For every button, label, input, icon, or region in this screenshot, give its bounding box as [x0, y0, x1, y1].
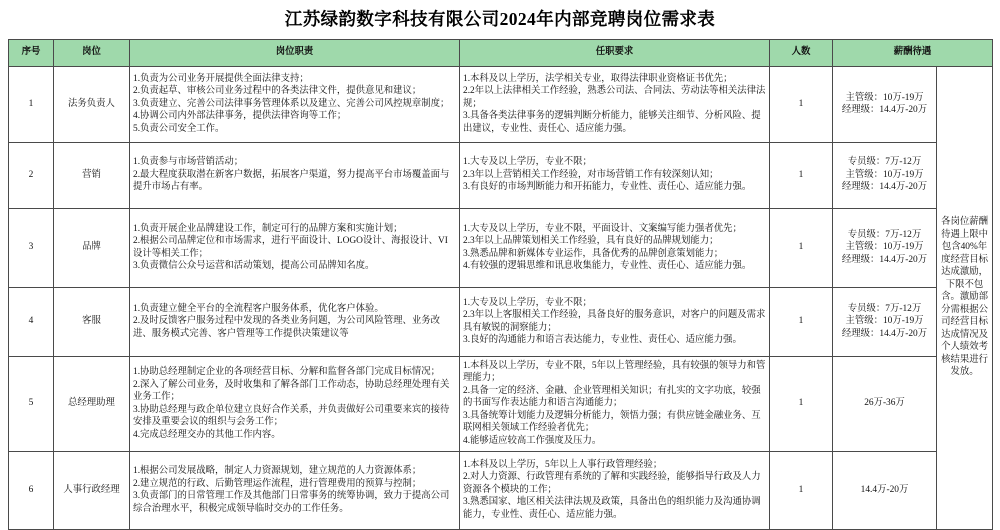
column-header-requirements: 任职要求 — [460, 39, 770, 66]
duty-line: 2.最大程度获取潜在新客户数据，拓展客户渠道，努力提高平台市场覆盖面与提升市场占有率。 — [133, 169, 450, 193]
duty-line: 2.建立规范的行政、后勤管理运作流程，进行管理费用的预算与控制； — [133, 478, 422, 489]
table-row — [9, 356, 993, 451]
requirement-line: 4.有较强的逻辑思维和讯息收集能力，专业性、责任心、适应能力强。 — [463, 261, 752, 271]
salary-line: 主管级：10万-19万 — [845, 242, 924, 253]
cell-duties — [130, 451, 460, 529]
duty-line: 2.深入了解公司业务，及时收集和了解各部门工作动态，协助总经理处理有关业务工作； — [133, 379, 450, 402]
duty-line: 3.负责微信公众号运营和活动策划，提高公司品牌知名度。 — [133, 261, 375, 271]
cell-index: 2 — [9, 142, 54, 208]
column-header-index: 序号 — [9, 39, 54, 66]
duty-line: 3.协助总经理与政企单位建立良好合作关系，并负责做好公司重要来宾的接待安排及重要会议的组织与会务工作； — [133, 404, 450, 427]
column-header-duties: 岗位职责 — [130, 39, 460, 66]
cell-salary — [833, 142, 937, 208]
requirement-line: 2.3年以上品牌策划相关工作经验，具有良好的品牌规划能力； — [463, 236, 719, 246]
duty-line: 3.负责建立、完善公司法律事务管理体系以及建立、完善公司风控规章制度； — [133, 98, 450, 109]
cell-index: 1 — [9, 66, 54, 142]
table-row — [9, 66, 993, 142]
requirement-line: 1.本科及以上学历，专业不限，5年以上管理经验，具有较强的领导力和管理能力； — [463, 360, 766, 384]
cell-salary — [833, 66, 937, 142]
duty-line: 2.根据公司品牌定位和市场需求，进行平面设计、LOGO设计、海报设计、VI设计等相关工作； — [133, 236, 448, 259]
duty-line: 1.负责为公司业务开展提供全面法律支持； — [133, 73, 309, 84]
cell-duties — [130, 287, 460, 356]
duty-line: 5.负责公司安全工作。 — [133, 123, 225, 134]
cell-position: 法务负责人 — [54, 66, 130, 142]
cell-requirements — [460, 356, 770, 451]
duty-line: 4.完成总经理交办的其他工作内容。 — [133, 429, 281, 440]
table-row — [9, 142, 993, 208]
duty-line: 1.协助总经理制定企业的各项经营目标、分解和监督各部门完成目标情况； — [133, 367, 441, 377]
duty-line: 2.及时反馈客户服务过程中发现的各类业务问题，为公司风险管理、业务改进、服务模式完善、客户管理等工作提供决策建议等 — [133, 316, 441, 339]
salary-line: 26万-36万 — [864, 398, 905, 409]
cell-salary — [833, 208, 937, 287]
cell-index: 6 — [9, 451, 54, 529]
cell-requirements — [460, 208, 770, 287]
cell-duties — [130, 66, 460, 142]
cell-requirements — [460, 287, 770, 356]
cell-requirements — [460, 66, 770, 142]
salary-line: 主管级：10万-19万 — [845, 169, 924, 180]
cell-count: 1 — [770, 356, 833, 451]
cell-position: 品牌 — [54, 208, 130, 287]
salary-line: 经理级：14.4万-20万 — [841, 105, 928, 115]
cell-count: 1 — [770, 142, 833, 208]
salary-line: 专员级：7万-12万 — [847, 157, 922, 168]
table-row — [9, 208, 993, 287]
cell-position: 总经理助理 — [54, 356, 130, 451]
requirement-line: 1.本科及以上学历，5年以上人事行政管理经验； — [463, 459, 663, 470]
duty-line: 1.负责建立健全平台的全流程客户服务体系，优化客户体验。 — [133, 303, 384, 314]
cell-requirements — [460, 142, 770, 208]
cell-duties — [130, 208, 460, 287]
requirement-line: 3.熟悉品牌和新媒体专业运作，具备优秀的品牌创意策划能力； — [463, 248, 724, 259]
salary-line: 主管级：10万-19万 — [845, 92, 924, 103]
duty-line: 4.协调公司内外部法律事务，提供法律咨询等工作； — [133, 111, 347, 122]
table-body — [9, 66, 993, 529]
salary-line: 主管级：10万-19万 — [845, 316, 924, 327]
cell-duties — [130, 142, 460, 208]
table-row — [9, 451, 993, 529]
job-requirements-table — [8, 39, 993, 530]
duty-line: 1.负责参与市场营销活动； — [133, 157, 244, 168]
requirement-line: 2.具备一定的经济、金融、企业管理相关知识；有扎实的文字功底，较强的书面写作表达能力和语言沟通能力； — [463, 385, 761, 409]
duty-line: 1.负责开展企业品牌建设工作，制定可行的品牌方案和实施计划； — [133, 223, 403, 234]
salary-line: 经理级：14.4万-20万 — [841, 328, 928, 339]
table-row — [9, 287, 993, 356]
requirement-line: 2.3年以上客服相关工作经验，具备良好的服务意识，对客户的问题及需求具有敏锐的洞察能力； — [463, 310, 766, 333]
cell-index: 3 — [9, 208, 54, 287]
column-header-salary: 薪酬待遇 — [833, 39, 993, 66]
requirement-line: 3.熟悉国家、地区相关法律法规及政策，具备出色的组织能力及沟通协调能力，专业性、责任心、适应能力强。 — [463, 497, 761, 520]
cell-position: 客服 — [54, 287, 130, 356]
cell-count: 1 — [770, 66, 833, 142]
table-header — [9, 39, 993, 66]
cell-position: 营销 — [54, 142, 130, 208]
requirement-line: 1.大专及以上学历，专业不限； — [463, 157, 592, 168]
requirement-line: 1.本科及以上学历，法学相关专业，取得法律职业资格证书优先； — [463, 73, 733, 84]
column-header-count: 人数 — [770, 39, 833, 66]
column-header-position: 岗位 — [54, 39, 130, 66]
requirement-line: 3.良好的沟通能力和语言表达能力，专业性、责任心、适应能力强。 — [463, 335, 742, 345]
requirement-line: 2.3年以上营销相关工作经验，对市场营销工作有较深刻认知； — [463, 169, 719, 180]
cell-position: 人事行政经理 — [54, 451, 130, 529]
duty-line: 3.负责部门的日常管理工作及其他部门日常事务的统筹协调，致力于提高公司综合治理水平，积极完成领导临时交办的工作任务。 — [133, 491, 450, 514]
requirement-line: 3.具备各类法律事务的逻辑判断分析能力，能够关注细节、分析风险、提出建议，专业性、责任心、适应能力强。 — [463, 111, 761, 134]
requirement-line: 2.对人力资源、行政管理有系统的了解和实践经验，能够指导行政及人力资源各个模块的工作； — [463, 472, 761, 495]
requirement-line: 3.有良好的市场判断能力和开拓能力，专业性、责任心、适应能力强。 — [463, 182, 752, 193]
duty-line: 2.负责起草、审核公司业务过程中的各类法律文件，提供意见和建议； — [133, 86, 422, 97]
table-header-row — [9, 39, 993, 66]
requirement-line: 1.大专及以上学历，专业不限； — [463, 297, 592, 308]
salary-line: 14.4万-20万 — [860, 484, 909, 495]
cell-salary — [833, 287, 937, 356]
salary-line: 专员级：7万-12万 — [847, 229, 922, 240]
cell-salary-note: 各岗位薪酬待遇上限中包含40%年度经营目标达成激励，下限不包含。激励部分需根据公司经营目标达成情况及个人绩效考核结果进行发放。 — [937, 66, 993, 529]
requirement-line: 4.能够适应较高工作强度及压力。 — [463, 435, 602, 446]
requirement-line: 1.大专及以上学历，专业不限，平面设计、文案编写能力强者优先； — [463, 223, 742, 234]
requirement-line: 2.2年以上法律相关工作经验，熟悉公司法、合同法、劳动法等相关法律法规； — [463, 86, 766, 109]
cell-requirements — [460, 451, 770, 529]
cell-count: 1 — [770, 287, 833, 356]
requirement-line: 3.具备统筹计划能力及逻辑分析能力，领悟力强；有供应链金融业务、互联网相关领域工作经验者优先； — [463, 410, 761, 434]
page-title: 江苏绿韵数字科技有限公司2024年内部竞聘岗位需求表 — [284, 9, 716, 29]
salary-line: 专员级：7万-12万 — [847, 303, 922, 314]
cell-count: 1 — [770, 451, 833, 529]
salary-line: 经理级：14.4万-20万 — [841, 254, 928, 265]
cell-index: 5 — [9, 356, 54, 451]
cell-salary — [833, 451, 937, 529]
cell-duties — [130, 356, 460, 451]
cell-index: 4 — [9, 287, 54, 356]
salary-line: 经理级：14.4万-20万 — [841, 182, 928, 193]
duty-line: 1.根据公司发展战略，制定人力资源规划，建立规范的人力资源体系； — [133, 466, 422, 476]
cell-salary — [833, 356, 937, 451]
cell-count: 1 — [770, 208, 833, 287]
